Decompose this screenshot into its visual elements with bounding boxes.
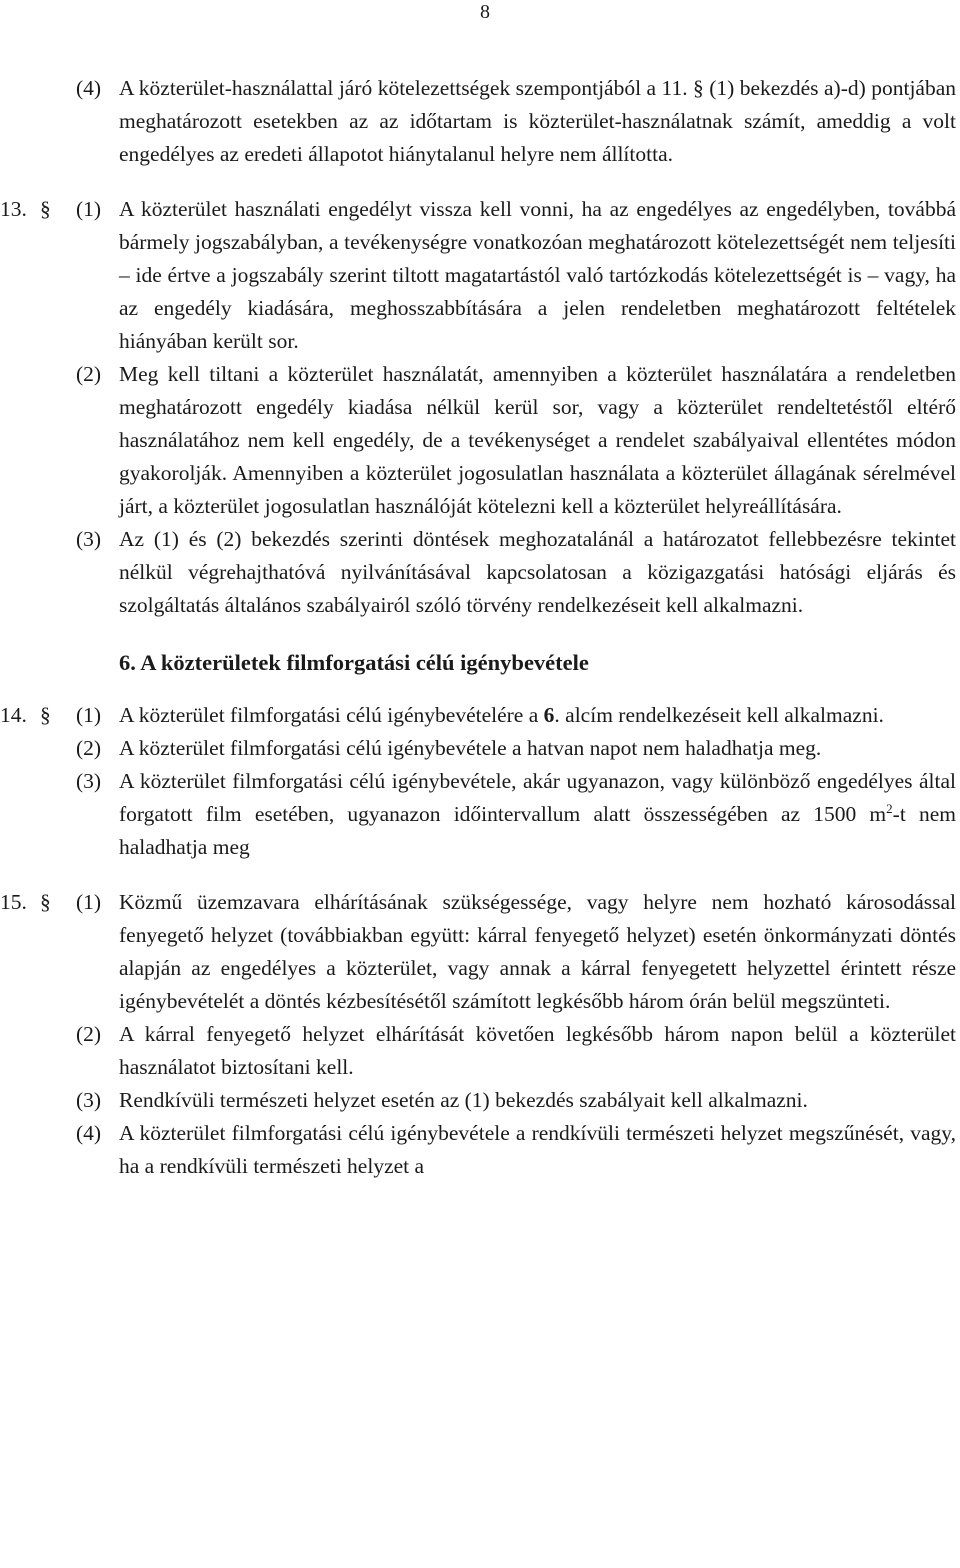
paragraph-14-3 bbox=[0, 765, 960, 864]
paragraph-text: Rendkívüli természeti helyzet esetén az (1) bekezdés szabályait kell alkalmazni. bbox=[119, 1088, 808, 1112]
paragraph-text: A közterület filmforgatási célú igénybevétele a hatvan napot nem haladhatja meg. bbox=[119, 736, 822, 760]
paragraph-number: (1) bbox=[76, 890, 102, 914]
paragraph-15-4 bbox=[0, 1117, 960, 1183]
paragraph-text-pre: A közterület filmforgatási célú igénybevétele, akár ugyanazon, vagy különböző engedélyes által forgatott film esetében, ugyanazon időintervallum alatt összességében az 1500 m bbox=[119, 769, 956, 826]
paragraph-number: (2) bbox=[76, 736, 102, 760]
paragraph-13-3 bbox=[0, 523, 960, 622]
paragraph-number: (2) bbox=[76, 362, 102, 386]
paragraph-number: (3) bbox=[76, 527, 102, 551]
paragraph-text: Közmű üzemzavara elhárításának szükségessége, vagy helyre nem hozható károsodással fenyegető helyzet (továbbiakban együtt: kárral fenyegető helyzet) esetén önkormányzati döntés alapján az engedélyes a közterület, vagy annak a kárral fenyegetett helyzettel érintett része igénybevételét a döntés kézbesítésétől számított legkésőbb három órán belül megszünteti. bbox=[119, 890, 956, 1013]
paragraph-number: (2) bbox=[76, 1022, 102, 1046]
section-14 bbox=[0, 699, 960, 864]
paragraph-number: (4) bbox=[76, 76, 102, 100]
section-sign: § bbox=[40, 890, 51, 914]
paragraph-13-2 bbox=[0, 358, 960, 523]
paragraph-text: A közterület filmforgatási célú igénybevétele a rendkívüli természeti helyzet megszűnését, vagy, ha a rendkívüli természeti helyzet a bbox=[119, 1121, 956, 1178]
paragraph-number: (1) bbox=[76, 197, 102, 221]
paragraph-text: Az (1) és (2) bekezdés szerinti döntések meghozatalánál a határozatot fellebbezésre tekintet nélkül végrehajthatóvá nyilvánításával kapcsolatosan a közigazgatási hatósági eljárás és szolgáltatás általános szabályairól szóló törvény rendelkezéseit kell alkalmazni. bbox=[119, 527, 956, 617]
section-number: 14. bbox=[0, 703, 27, 727]
section-sign: § bbox=[40, 703, 51, 727]
section-15 bbox=[0, 886, 960, 1183]
section-sign: § bbox=[40, 197, 51, 221]
paragraph-13-1 bbox=[0, 193, 960, 358]
page-number: 8 bbox=[480, 1, 490, 23]
paragraph-number: (3) bbox=[76, 1088, 102, 1112]
paragraph-15-1 bbox=[0, 886, 960, 1018]
chapter-heading: 6. A közterületek filmforgatási célú igénybevétele bbox=[119, 650, 589, 675]
superscript: 2 bbox=[886, 800, 893, 816]
paragraph-text-post: . alcím rendelkezéseit kell alkalmazni. bbox=[554, 703, 884, 727]
paragraph-15-2 bbox=[0, 1018, 960, 1084]
section-number: 13. bbox=[0, 197, 27, 221]
document-body bbox=[0, 72, 960, 1183]
paragraph-14-1 bbox=[0, 699, 960, 732]
paragraph-text: Meg kell tiltani a közterület használatát, amennyiben a közterület használatára a rendeletben meghatározott engedély kiadása nélkül kerül sor, vagy a közterület rendeltetéstől eltérő használatához nem kell engedély, de a tevékenységet a rendelet szabályaival ellentétes módon gyakorolják. Amennyiben a közterület jogosulatlan használata a közterület állagának sérelmével járt, a közterület jogosulatlan használóját kötelezni kell a közterület helyreállítására. bbox=[119, 362, 956, 518]
paragraph-text-pre: A közterület filmforgatási célú igénybevételére a bbox=[119, 703, 544, 727]
paragraph-text-post: -t nem haladhatja meg bbox=[119, 802, 956, 859]
paragraph-15-3 bbox=[0, 1084, 960, 1117]
paragraph-text: A közterület-használattal járó kötelezettségek szempontjából a 11. § (1) bekezdés a)-d) pontjában meghatározott esetekben az az időtartam is közterület-használatnak számít, ameddig a volt engedélyes az eredeti állapotot hiánytalanul helyre nem állította. bbox=[119, 76, 956, 166]
paragraph-text-bold: 6 bbox=[543, 703, 555, 727]
paragraph-text: A kárral fenyegető helyzet elhárítását követően legkésőbb három napon belül a közterület használatot biztosítani kell. bbox=[119, 1022, 956, 1079]
paragraph-number: (1) bbox=[76, 703, 102, 727]
paragraph-12-4 bbox=[0, 72, 960, 171]
paragraph-number: (3) bbox=[76, 769, 102, 793]
paragraph-text: A közterület használati engedélyt vissza kell vonni, ha az engedélyes az engedélyben, továbbá bármely jogszabályban, a tevékenységre vonatkozóan meghatározott kötelezettségét nem teljesíti – ide értve a jogszabály szerint tiltott magatartástól való tartózkodás kötelezettségét is – vagy, ha az engedély kiadására, meghosszabbítására a jelen rendeletben meghatározott feltételek hiányában került sor. bbox=[119, 197, 956, 353]
paragraph-number: (4) bbox=[76, 1121, 102, 1145]
section-number: 15. bbox=[0, 890, 27, 914]
paragraph-14-2 bbox=[0, 732, 960, 765]
section-13 bbox=[0, 193, 960, 622]
